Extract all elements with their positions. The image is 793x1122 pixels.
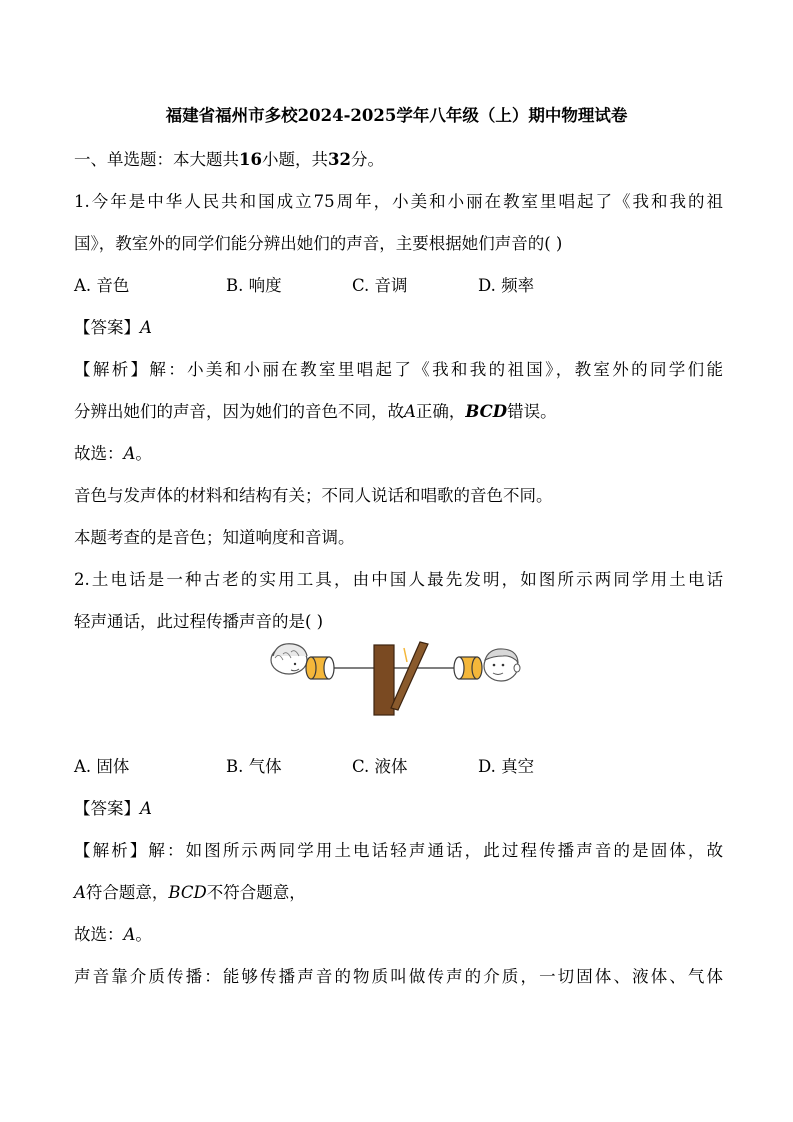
left-cup bbox=[306, 657, 334, 679]
choose-end: 。 bbox=[135, 925, 152, 944]
right-student-illustration bbox=[484, 649, 520, 681]
choose-value: A bbox=[123, 444, 136, 463]
section-mid: 小题，共 bbox=[261, 150, 328, 169]
analysis-text: 正确， bbox=[415, 402, 466, 421]
answer-value: A bbox=[140, 318, 152, 337]
analysis-text: 分辨出她们的声音，因为她们的音色不同，故 bbox=[74, 402, 404, 421]
question-1-option-d: D. 频率 bbox=[478, 276, 535, 295]
analysis-choice: A bbox=[74, 883, 86, 902]
question-2-analysis-line-1: 【解析】解：如图所示两同学用土电话轻声通话，此过程传播声音的是固体，故 bbox=[74, 841, 723, 860]
section-suffix: 分。 bbox=[350, 150, 384, 169]
question-1-option-b: B. 响度 bbox=[226, 276, 282, 295]
total-points: 32 bbox=[327, 150, 351, 169]
wooden-post bbox=[374, 642, 428, 715]
question-2-option-a: A. 固体 bbox=[74, 757, 130, 776]
question-1-stem-line-1: 1.今年是中华人民共和国成立75周年，小美和小丽在教室里唱起了《我和我的祖 bbox=[74, 192, 723, 211]
question-1-analysis-line-1: 【解析】解：小美和小丽在教室里唱起了《我和我的祖国》，教室外的同学们能 bbox=[74, 360, 723, 379]
answer-value: A bbox=[140, 799, 152, 818]
question-1-option-a: A. 音色 bbox=[74, 276, 130, 295]
question-count: 16 bbox=[239, 150, 262, 169]
tin-can-telephone-figure bbox=[265, 638, 525, 720]
question-1-answer bbox=[74, 318, 723, 338]
section-heading bbox=[74, 150, 723, 170]
answer-label: 【答案】 bbox=[74, 799, 140, 818]
question-2-choose bbox=[74, 925, 723, 945]
question-2-analysis-line-2 bbox=[74, 883, 723, 903]
right-cup bbox=[454, 657, 482, 679]
analysis-choice: A bbox=[404, 402, 416, 421]
question-1-choose bbox=[74, 444, 723, 464]
choose-end: 。 bbox=[135, 444, 152, 463]
question-1-note-2: 本题考查的是音色；知道响度和音调。 bbox=[74, 528, 355, 547]
analysis-choices: BCD bbox=[465, 402, 508, 421]
analysis-text: 符合题意， bbox=[85, 883, 169, 902]
analysis-text: 错误。 bbox=[507, 402, 557, 421]
question-2-stem-line-1: 2.土电话是一种古老的实用工具，由中国人最先发明，如图所示两同学用土电话 bbox=[74, 570, 723, 589]
question-2-stem-line-2: 轻声通话，此过程传播声音的是( ) bbox=[74, 612, 324, 631]
question-2-answer bbox=[74, 799, 723, 819]
question-1-stem-line-2: 国》，教室外的同学们能分辨出她们的声音，主要根据她们声音的( ) bbox=[74, 234, 563, 253]
question-2-note-1: 声音靠介质传播：能够传播声音的物质叫做传声的介质，一切固体、液体、气体 bbox=[74, 967, 723, 986]
page-title: 福建省福州市多校2024-2025学年八年级（上）期中物理试卷 bbox=[165, 106, 628, 125]
question-2-option-b: B. 气体 bbox=[226, 757, 282, 776]
analysis-text: 不符合题意， bbox=[206, 883, 306, 902]
choose-label: 故选： bbox=[74, 444, 124, 463]
question-1-note-1: 音色与发声体的材料和结构有关；不同人说话和唱歌的音色不同。 bbox=[74, 486, 553, 505]
analysis-choices: BCD bbox=[168, 883, 207, 902]
answer-label: 【答案】 bbox=[74, 318, 140, 337]
question-2-option-d: D. 真空 bbox=[478, 757, 535, 776]
question-1-option-c: C. 音调 bbox=[352, 276, 408, 295]
question-2-option-c: C. 液体 bbox=[352, 757, 408, 776]
choose-value: A bbox=[123, 925, 136, 944]
question-1-analysis-line-2 bbox=[74, 402, 723, 422]
left-student-illustration bbox=[271, 644, 307, 674]
choose-label: 故选： bbox=[74, 925, 124, 944]
section-prefix: 一、单选题：本大题共 bbox=[74, 150, 239, 169]
